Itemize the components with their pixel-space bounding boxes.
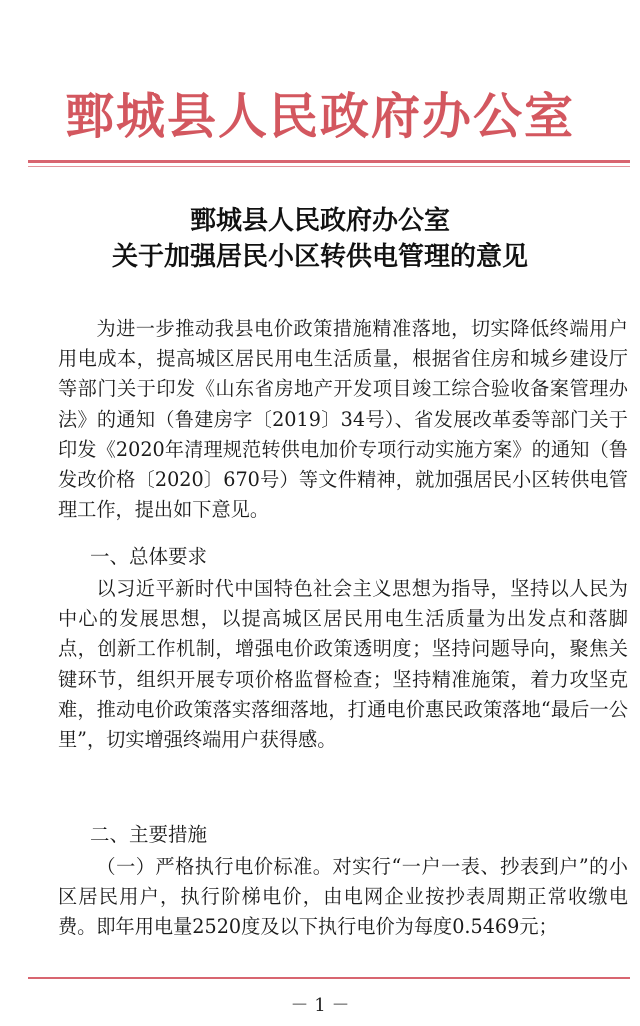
header-red-rule-thin [28,166,630,167]
org-red-header: 鄄城县人民政府办公室 [64,87,575,145]
section1-text: 以习近平新时代中国特色社会主义思想为指导，坚持以人民为中心的发展思想，以提高城区居民用电生活质量为出发点和落脚点，创新工作机制，增强电价政策透明度；坚持问题导向，聚焦关键环节，组织开展专项价格监督检查；坚持精准施策，着力攻坚克难，推动电价政策落实落细落地，打通电价惠民政策落地“最后一公里”，切实增强终端用户获得感。 [58,577,628,752]
section2-heading: 二、主要措施 [90,823,208,846]
document-title-line2: 关于加强居民小区转供电管理的意见 [111,242,528,272]
section1-paragraph [58,574,628,755]
section2-paragraph [58,852,628,943]
section1-heading: 一、总体要求 [90,545,208,568]
footer-red-rule [28,977,630,979]
page-number: － 1 － [290,995,350,1016]
document-title-line1: 鄄城县人民政府办公室 [189,206,450,236]
header-red-rule [28,160,630,163]
intro-text: 为进一步推动我县电价政策措施精准落地，切实降低终端用户用电成本，提高城区居民用电生活质量，根据省住房和城乡建设厅等部门关于印发《山东省房地产开发项目竣工综合验收备案管理办法》的通知（鲁建房字〔2019〕34号）、省发展改革委等部门关于印发《2020年清理规范转供电加价专项行动实施方案》的通知（鲁发改价格〔2020〕670号）等文件精神，就加强居民小区转供电管理工作，提出如下意见。 [58,317,628,522]
intro-paragraph [58,314,628,525]
section2-text: （一）严格执行电价标准。对实行“一户一表、抄表到户”的小区居民用户，执行阶梯电价，由电网企业按抄表周期正常收缴电费。即年用电量2520度及以下执行电价为每度0.5469元； [58,855,628,939]
